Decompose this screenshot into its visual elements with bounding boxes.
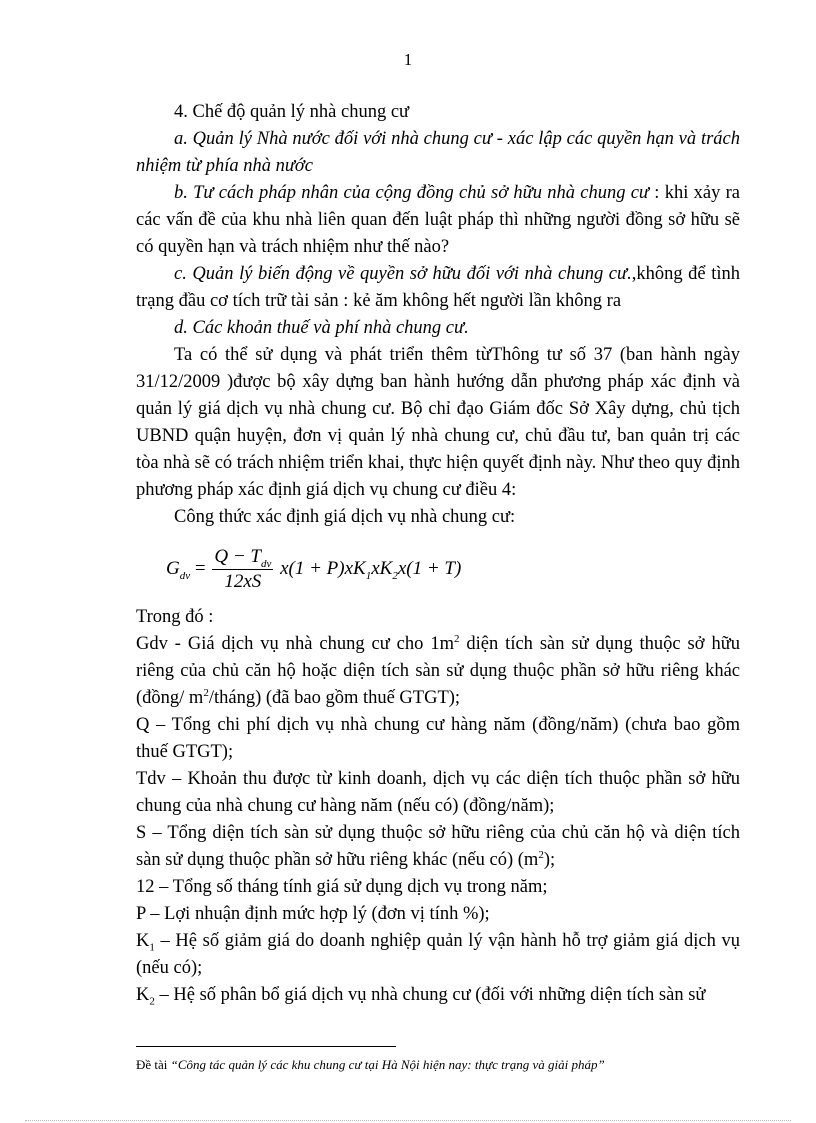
footnote-divider (136, 1046, 396, 1047)
footnote: Đề tài “Công tác quản lý các khu chung cư tại Hà Nội hiện nay: thực trạng và giải pháp” (136, 1057, 605, 1072)
formula-tail: $x(1 + P)xK_1xK_2x(1 + T)$ (280, 557, 462, 582)
page-number: 1 (403, 50, 413, 69)
item-c (136, 261, 740, 315)
definitions-label: Trong đó : (136, 607, 214, 627)
formula-numerator: $Q - T_{dv}$ (214, 546, 272, 570)
formula-fraction (212, 545, 273, 594)
formula-lhs: $G_{dv}$ (166, 557, 191, 582)
def-tdv: Tdv – Khoản thu được từ kinh doanh, dịch vụ các diện tích thuộc phần sở hữu chung của nhà chung cư hàng năm (nếu có) (đồng/năm); (136, 769, 740, 816)
item-b-title: b. Tư cách pháp nhân của cộng đồng chủ sở hữu nhà chung cư (174, 183, 650, 203)
item-c-text: ,không để tình trạng đầu cơ tích trữ tài sản : kẻ ăm không hết người lần không ra (136, 264, 740, 311)
item-a: a. Quản lý Nhà nước đối với nhà chung cư - xác lập các quyền hạn và trách nhiệm từ phía nhà nước (136, 129, 740, 176)
formula-denominator: 12xS (224, 571, 262, 592)
formula-intro: Công thức xác định giá dịch vụ nhà chung cư: (174, 507, 516, 527)
def-k2: $K_2$ – Hệ số phân bổ giá dịch vụ nhà chung cư (đối với những diện tích sàn sử (136, 985, 706, 1008)
def-gdv: Gdv - Giá dịch vụ nhà chung cư cho $1m^2$ diện tích sàn sử dụng thuộc sở hữu riêng của chủ căn hộ hoặc diện tích sàn sử dụng thuộc phần sở hữu riêng khác (đồng/ $m^2/tháng$) (đã bao gồm thuế GTGT); (136, 632, 740, 708)
document-body (136, 99, 740, 1009)
footnote-title: “Công tác quản lý các khu chung cư tại Hà Nội hiện nay: thực trạng và giải pháp” (170, 1057, 605, 1072)
intro-paragraph: Ta có thể sử dụng và phát triển thêm từThông tư số 37 (ban hành ngày 31/12/2009 )được bộ xây dựng ban hành hướng dẫn phương pháp xác định và quản lý giá dịch vụ nhà chung cư. Bộ chỉ đạo Giám đốc Sở Xây dựng, chủ tịch UBND quận huyện, đơn vị quản lý nhà chung cư, chủ đầu tư, ban quản trị các tòa nhà sẽ có trách nhiệm triển khai, thực hiện quyết định này. Như theo quy định phương pháp xác định giá dịch vụ chung cư điều 4: (136, 345, 740, 500)
def-p: P – Lợi nhuận định mức hợp lý (đơn vị tính %); (136, 904, 490, 924)
def-s: S – Tổng diện tích sàn sử dụng thuộc sở hữu riêng của chủ căn hộ và diện tích sàn sử dụng thuộc phần sở hữu riêng khác (nếu có) $(m^2)$; (136, 823, 740, 870)
def-q: Q – Tổng chi phí dịch vụ nhà chung cư hàng năm (đồng/năm) (chưa bao gồm thuế GTGT); (136, 715, 740, 762)
item-c-title: c. Quản lý biến động về quyền sở hữu đối với nhà chung cư. (174, 264, 632, 284)
def-k1: $K_1$ – Hệ số giảm giá do doanh nghiệp quản lý vận hành hỗ trợ giảm giá dịch vụ (nếu có); (136, 931, 740, 978)
item-d: d. Các khoản thuế và phí nhà chung cư. (174, 318, 469, 338)
item-b (136, 180, 740, 261)
item-b-text: : khi xảy ra các vấn đề của khu nhà liên quan đến luật pháp thì những người đồng sở hữu sẽ có quyền hạn và trách nhiệm như thế nào? (136, 183, 740, 257)
price-formula (166, 545, 740, 594)
page-bottom-border (25, 1120, 791, 1121)
section-heading: 4. Chế độ quản lý nhà chung cư (174, 102, 410, 122)
formula-equals: = (194, 557, 206, 579)
def-12: 12 – Tổng số tháng tính giá sử dụng dịch vụ trong năm; (136, 877, 548, 897)
